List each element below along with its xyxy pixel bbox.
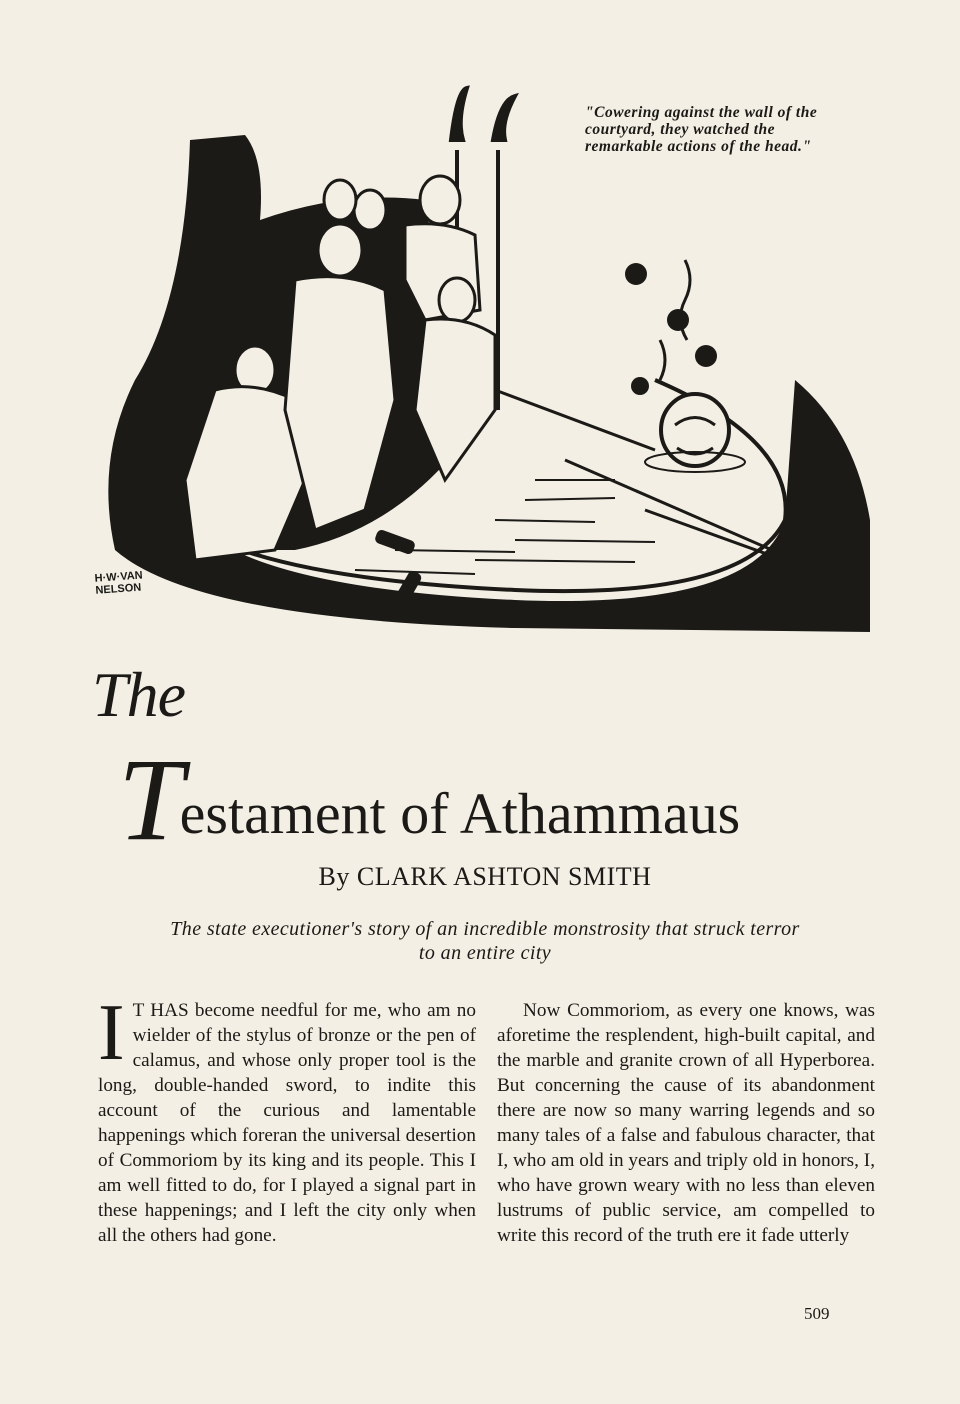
title-the: The — [92, 659, 185, 730]
title-initial: T — [118, 734, 180, 865]
story-title — [118, 734, 878, 869]
author-byline: By CLARK ASHTON SMITH — [318, 862, 652, 891]
story-subtitle: The state executioner's story of an incredible monstrosity that struck terror to an entire city — [170, 918, 800, 964]
story-illustration — [95, 80, 870, 635]
title-rest: estament of Athammaus — [179, 781, 741, 846]
left-column-text: T HAS become needful for me, who am no wielder of the stylus of bronze or the pen of calamus, and whose only proper tool is the long, double-handed sword, to indite this account of the curious and lamentable happenings which foreran the universal desertion of Commoriom by its king and its people. This I am well fitted to do, for I played a signal part in these happenings; and I left the city only when all the others had gone. — [98, 1000, 476, 1246]
text-column-left — [98, 989, 476, 1248]
page-number: 509 — [804, 1304, 830, 1323]
text-column-right — [497, 998, 875, 1248]
illustration-caption: "Cowering against the wall of the courtyard, they watched the remarkable actions of the head." — [585, 104, 818, 155]
right-column-text: Now Commoriom, as every one knows, was aforetime the resplendent, high-built capital, and the marble and granite crown of all Hyperborea. But concerning the cause of its abandonment there are now so many warring legends and so many tales of a false and fabulous character, that I, who am old in years and triply old in honors, I, who have grown weary with no less than eleven lustrums of public service, am compelled to write this record of the truth ere it fade utterly — [497, 1000, 875, 1246]
drop-cap: I — [98, 989, 125, 1077]
artist-signature: H·W·VAN NELSON — [94, 569, 144, 597]
